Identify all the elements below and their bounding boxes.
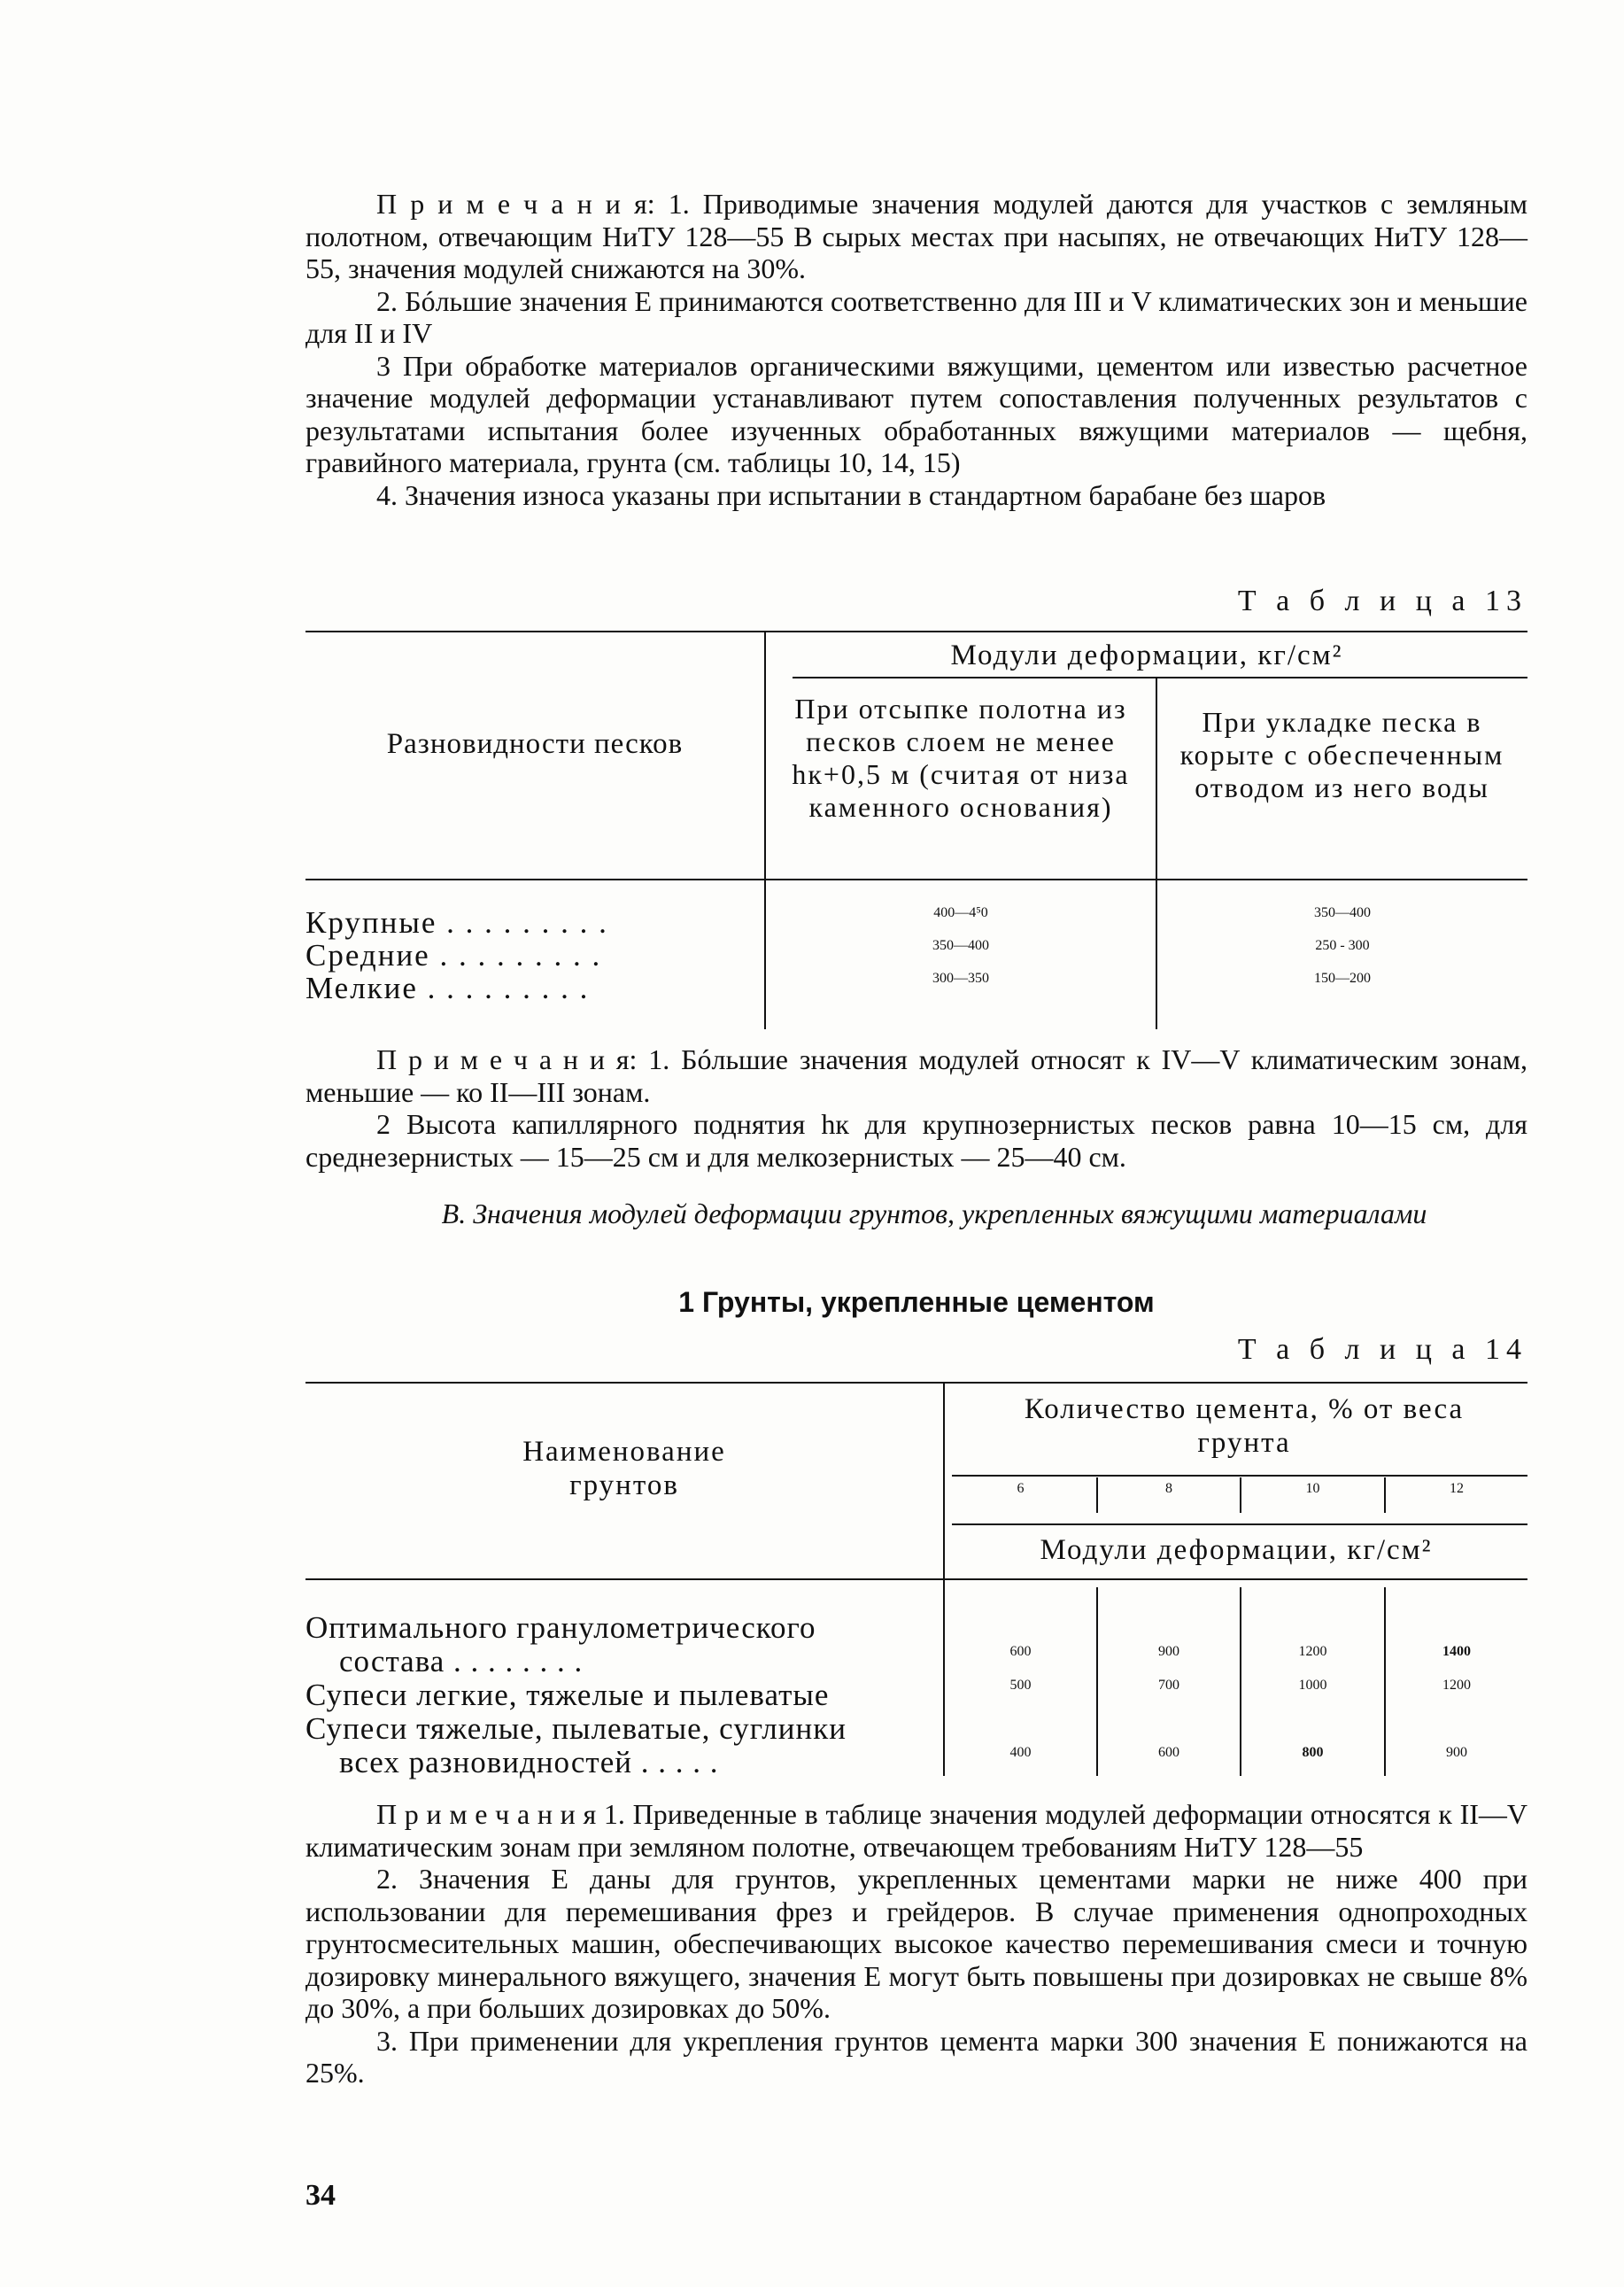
note-top-4: 4. Значения износа указаны при испытании в стандартном барабане без шаров [376,478,1326,511]
table13-row [305,938,1527,971]
table13-cell: 150—200 [1314,971,1371,986]
table14-cell: 600 [1009,1644,1032,1659]
table14-cell: 900 [1158,1644,1179,1659]
table13-cell: 300—350 [932,971,989,986]
table13-col1-header: При отсыпке полотна из песков слоем не менее hк+0,5 м (считая от низа каменного основания) [792,693,1130,823]
table14-cement-10: 10 [1305,1481,1320,1496]
table14-cement-6: 6 [1017,1481,1025,1496]
note-bottom-2: 2. Значения Е даны для грунтов, укрепленных цементами марки не ниже 400 при использовании для перемешивания фрез и грейдеров. В случае применения однопроходных грунтосмесительных машин, обеспечивающих высокое качество перемешивания смеси и точную дозировку минерального вяжущего, значения Е могут быть повышены при дозировках не свыше 8% до 30%, а при больших дозировках до 50%. [305,1863,1527,2024]
table14-row-name: всех разновидностей . . . . . [339,1745,719,1779]
table13 [305,631,1527,1038]
notes-mid [305,1043,1527,1173]
table14-cell: 1400 [1442,1644,1471,1659]
table14-cell: 800 [1302,1745,1324,1760]
table14-subheader: Модули деформации, кг/см² [1040,1534,1433,1566]
table14 [305,1382,1527,1789]
table14-cell: 1200 [1442,1678,1471,1693]
table13-row-name: Средние . . . . . . . . . [305,938,602,973]
page-number: 34 [305,2179,336,2212]
note-top-2: 2. Бóльшие значения Е принимаются соответственно для III и V климатических зон и меньшие для II и IV [305,284,1527,349]
table14-cell: 700 [1158,1678,1179,1693]
table13-caption: Т а б л и ц а 13 [1237,585,1527,617]
table13-col0-header: Разновидности песков [386,728,684,760]
table14-row-name: Оптимального гранулометрического [305,1610,816,1645]
table13-cell: 400—4⁵0 [933,905,988,920]
table14-cement-8: 8 [1165,1481,1172,1496]
table14-row-name: состава . . . . . . . . [339,1644,584,1678]
note-top-1: П р и м е ч а н и я: 1. Приводимые значения модулей даются для участков с земляным полотном, отвечающим НиТУ 128—55 В сырых местах при насыпях, не отвечающих НиТУ 128—55, значения модулей снижаются на 30%. [305,188,1527,284]
table14-cell: 400 [1009,1745,1032,1760]
table14-cell: 1200 [1298,1644,1327,1659]
notes-top [305,188,1527,511]
subsection-title: 1 Грунты, укрепленные цементом [678,1286,1155,1318]
table13-cell: 250 - 300 [1315,938,1370,953]
table13-cell: 350—400 [932,938,989,953]
table13-row-name: Крупные . . . . . . . . . [305,905,608,940]
table14-row-name: Супеси тяжелые, пылеватые, суглинки [305,1711,847,1746]
table14-row-name: Супеси легкие, тяжелые и пылеватые [305,1678,830,1712]
note-mid-1: П р и м е ч а н и я: 1. Бóльшие значения модулей относят к IV—V климатическим зонам, меньшие — ко II—III зонам. [305,1043,1527,1108]
table13-group-header: Модули деформации, кг/см² [950,640,1343,671]
table14-group-header: Количество цемента, % от веса грунта [1024,1393,1465,1459]
table14-cell: 1000 [1298,1678,1327,1693]
table14-col0-header: Наименование грунтов [522,1436,726,1501]
table14-cell: 900 [1446,1745,1467,1760]
section-title: В. Значения модулей деформации грунтов, укрепленных вяжущими материалами [441,1198,1427,1229]
table13-row [305,971,1527,1004]
table14-cell: 500 [1009,1678,1032,1693]
table13-cell: 350—400 [1314,905,1371,920]
table13-col2-header: При укладке песка в корыте с обеспеченным отводом из него воды [1179,706,1504,803]
note-bottom-3: 3. При применении для укрепления грунтов цемента марки 300 значения Е понижаются на 25%. [305,2024,1527,2089]
table13-row [305,905,1527,938]
table13-row-name: Мелкие . . . . . . . . . [305,971,590,1005]
note-bottom-1: П р и м е ч а н и я 1. Приведенные в таблице значения модулей деформации относятся к II—V климатическим зонам при земляном полотне, отвечающем требованиям НиТУ 128—55 [305,1798,1527,1863]
notes-bottom [305,1798,1527,2089]
note-top-3: 3 При обработке материалов органическими вяжущими, цементом или известью расчетное значение модулей деформации устанавливают путем сопоставления полученных результатов с результатами испытания более изученных обработанных вяжущими материалов — щебня, гравийного материала, грунта (см. таблицы 10, 14, 15) [305,349,1527,478]
table14-cell: 600 [1158,1745,1179,1760]
table14-cement-12: 12 [1450,1481,1464,1496]
note-mid-2: 2 Высота капиллярного поднятия hк для крупнозернистых песков равна 10—15 см, для среднезернистых — 15—25 см и для мелкозернистых — 25—40 см. [305,1108,1527,1173]
table14-caption: Т а б л и ц а 14 [1237,1333,1527,1366]
